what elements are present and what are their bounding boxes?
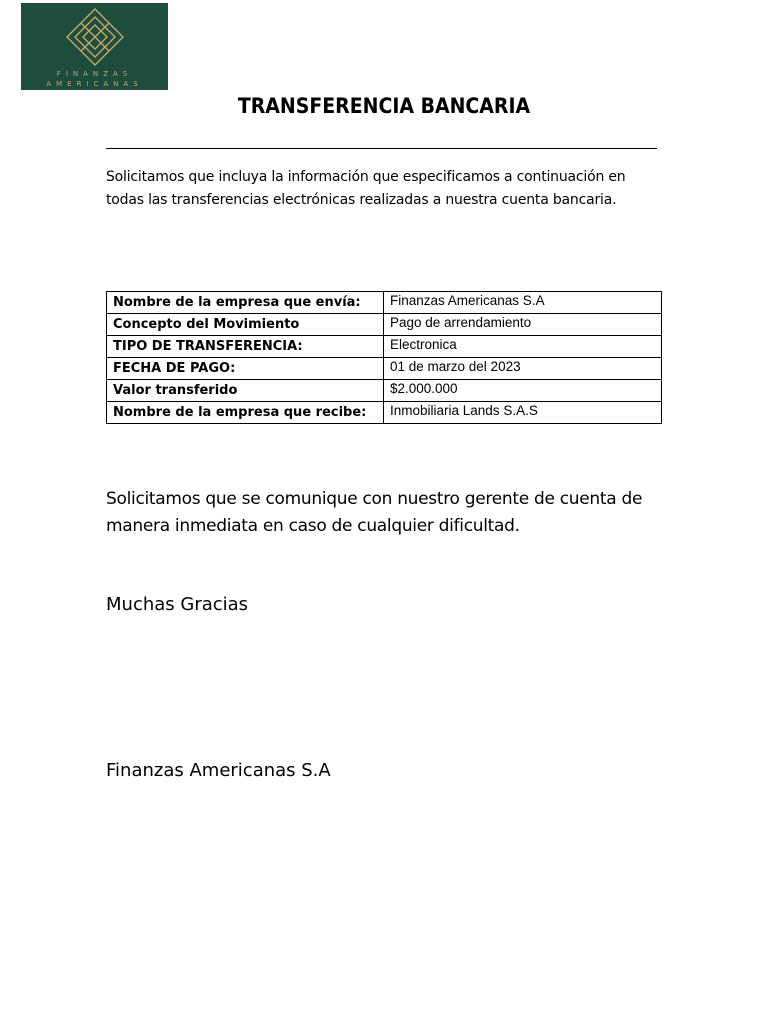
- contact-request-paragraph: Solicitamos que se comunique con nuestro gerente de cuenta de manera inmediata en caso de cualquier dificultad.: [106, 489, 643, 536]
- table-row: [107, 292, 662, 314]
- title-underline-rule: [106, 148, 657, 149]
- transfer-type-value: Electronica: [384, 336, 662, 358]
- movement-concept-label: Concepto del Movimiento: [107, 314, 384, 336]
- receiver-company-label: Nombre de la empresa que recibe:: [107, 402, 384, 424]
- table-row: [107, 336, 662, 358]
- diamond-emblem-icon: [65, 7, 125, 67]
- document-title: TRANSFERENCIA BANCARIA: [237, 94, 531, 118]
- payment-date-label: FECHA DE PAGO:: [107, 358, 384, 380]
- company-logo: [21, 3, 168, 90]
- table-row: [107, 358, 662, 380]
- sender-company-value: Finanzas Americanas S.A: [384, 292, 662, 314]
- logo-text-line1: FINANZAS: [56, 70, 133, 78]
- transfer-type-label: TIPO DE TRANSFERENCIA:: [107, 336, 384, 358]
- payment-date-value: 01 de marzo del 2023: [384, 358, 662, 380]
- intro-paragraph: Solicitamos que incluya la información que especificamos a continuación en todas las transferencias electrónicas realizadas a nuestra cuenta bancaria.: [106, 169, 626, 208]
- closing-thanks: Muchas Gracias: [106, 594, 249, 615]
- signature-company-name: Finanzas Americanas S.A: [106, 760, 331, 781]
- table-row: [107, 380, 662, 402]
- transferred-amount-label: Valor transferido: [107, 380, 384, 402]
- transferred-amount-value: $2.000.000: [384, 380, 662, 402]
- transfer-details-table: [106, 291, 662, 424]
- table-row: [107, 314, 662, 336]
- logo-text-line2: AMERICANAS: [46, 80, 143, 88]
- table-row: [107, 402, 662, 424]
- receiver-company-value: Inmobiliaria Lands S.A.S: [384, 402, 662, 424]
- movement-concept-value: Pago de arrendamiento: [384, 314, 662, 336]
- sender-company-label: Nombre de la empresa que envía:: [107, 292, 384, 314]
